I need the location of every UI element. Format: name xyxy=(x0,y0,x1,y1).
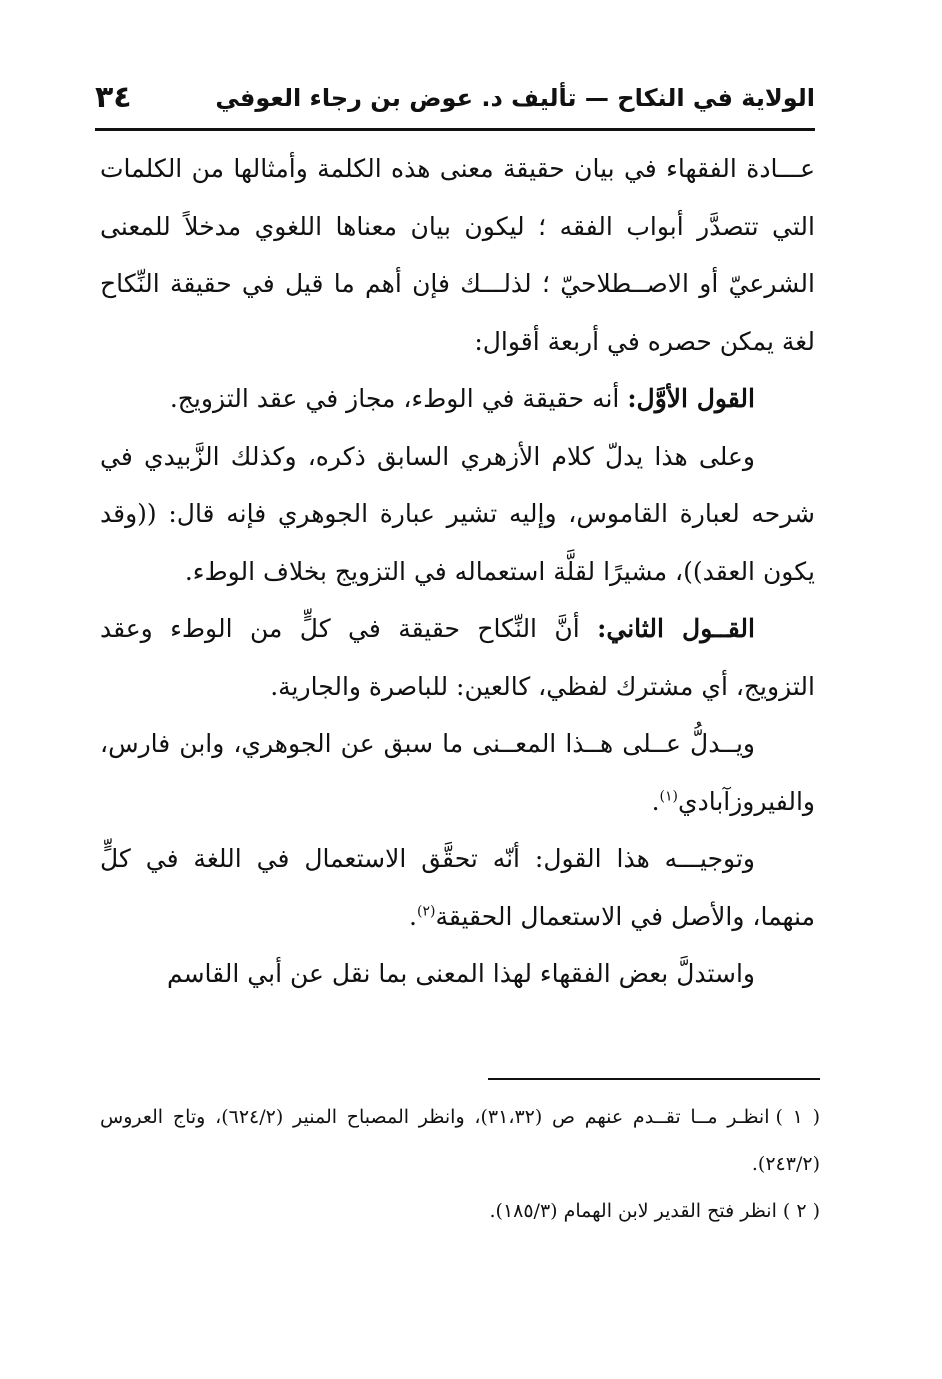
paragraph-text: وعلى هذا يدلّ كلام الأزهري السابق ذكره، وكذلك الزَّبيدي في شرحه لعبارة القاموس، وإليه تشير عبارة الجوهري فإنه قال: ((وقد يكون العقد))، مشيرًا لقلَّة استعماله في التزويج بخلاف الوطء. xyxy=(100,441,815,586)
page-number: ٣٤ xyxy=(95,80,132,115)
footnote-text: انظـر مــا تقــدم عنهم ص (٣١،٣٢)، وانظر المصباح المنير (٦٢٤/٢)، وتاج العروس (٢٤٣/٢). xyxy=(100,1106,820,1175)
header-title: الولاية في النكاح — تأليف د. عوض بن رجاء العوفي xyxy=(215,84,815,112)
footnote-ref-1[interactable]: (١) xyxy=(659,788,678,805)
paragraph-text: ويــدلُّ عــلى هــذا المعــنى ما سبق عن الجوهري، وابن فارس، والفيروزآبادي xyxy=(100,729,815,816)
running-header xyxy=(95,80,815,124)
paragraph-text: وتوجيـــه هذا القول: أنّه تحقَّق الاستعمال في اللغة في كلٍّ منهما، والأصل في الاستعمال الحقيقة xyxy=(100,844,815,931)
paragraph-text: واستدلَّ بعض الفقهاء لهذا المعنى بما نقل عن أبي القاسم xyxy=(166,959,755,988)
footnote-2 xyxy=(100,1188,820,1235)
footnote-text: انظر فتح القدير لابن الهمام (١٨٥/٣). xyxy=(489,1200,777,1222)
footnote-separator xyxy=(488,1078,820,1080)
header-rule xyxy=(95,128,815,131)
paragraph-text: عـــادة الفقهاء في بيان حقيقة معنى هذه الكلمة وأمثالها من الكلمات التي تتصدَّر أبواب الفقه ؛ ليكون بيان معناها اللغوي مدخلاً للمعنى الشرعيّ أو الاصــطلاحيّ ؛ لذلـــك فإن أهم ما قيل في حقيقة النِّكاح لغة يمكن حصره في أربعة أقوال: xyxy=(100,154,815,356)
paragraph-lead: القــول الثاني: xyxy=(597,614,755,643)
paragraph-first-opinion xyxy=(100,370,815,428)
footnotes xyxy=(100,1094,820,1235)
paragraph-intro xyxy=(100,140,815,370)
paragraph-lead: القول الأوَّل: xyxy=(627,384,755,413)
footnote-number: ( ٢ ) xyxy=(782,1200,820,1222)
paragraph-continuation xyxy=(100,945,815,1003)
paragraph-tail: . xyxy=(651,786,660,816)
paragraph-second-evidence xyxy=(100,715,815,830)
paragraph-first-evidence xyxy=(100,428,815,601)
footnote-ref-2[interactable]: (٢) xyxy=(416,903,436,920)
footnote-1 xyxy=(100,1094,820,1188)
body-text xyxy=(100,140,815,1003)
paragraph-justification xyxy=(100,830,815,945)
paragraph-second-opinion xyxy=(100,600,815,715)
paragraph-text: أنه حقيقة في الوطء، مجاز في عقد التزويج. xyxy=(169,384,628,413)
paragraph-tail: . xyxy=(409,901,417,931)
footnote-number: ( ١ ) xyxy=(775,1106,821,1128)
paragraph-text: أنَّ النِّكاح حقيقة في كلٍّ من الوطء وعقد التزويج، أي مشترك لفظي، كالعين: للباصرة والجارية. xyxy=(100,614,815,701)
